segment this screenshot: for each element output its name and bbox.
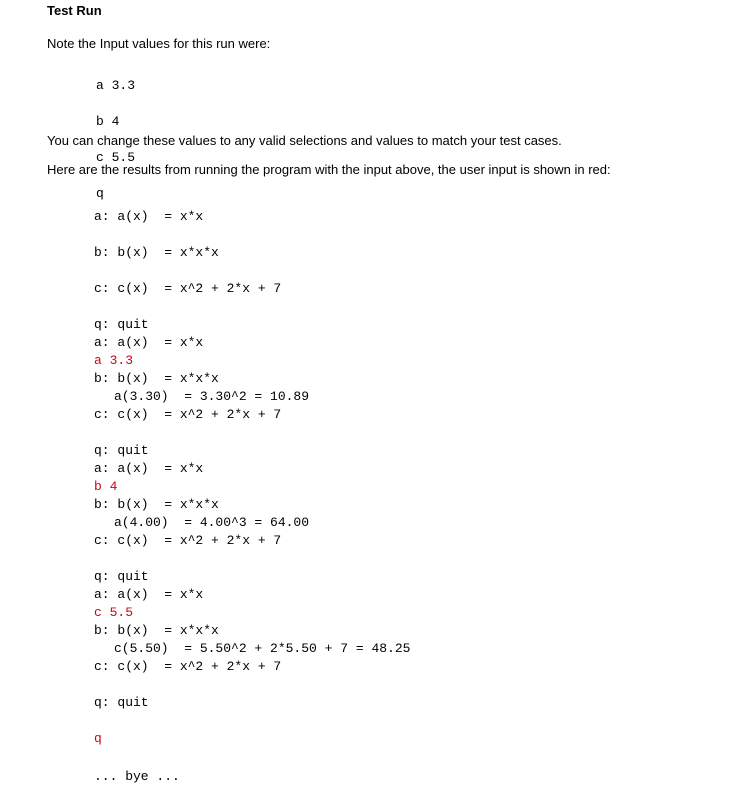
heading: Test Run [47, 3, 102, 18]
menu-line-c: c: c(x) = x^2 + 2*x + 7 [94, 659, 282, 674]
menu-line-q: q: quit [94, 695, 149, 710]
change-note: You can change these values to any valid selections and values to match your test cases. [47, 133, 562, 148]
input-line: a 3.3 [96, 78, 136, 93]
menu-line-a: a: a(x) = x*x [94, 209, 204, 224]
menu-line-q: q: quit [94, 443, 149, 458]
menu-line-b: b: b(x) = x*x*x [94, 623, 219, 638]
result-line: c(5.50) = 5.50^2 + 2*5.50 + 7 = 48.25 [114, 641, 411, 656]
menu-line-a: a: a(x) = x*x [94, 587, 204, 602]
result-line: a(3.30) = 3.30^2 = 10.89 [114, 389, 310, 404]
input-line: q [96, 186, 104, 201]
menu-line-q: q: quit [94, 569, 149, 584]
menu-line-c: c: c(x) = x^2 + 2*x + 7 [94, 407, 282, 422]
menu-line-q: q: quit [94, 317, 149, 332]
menu-line-a: a: a(x) = x*x [94, 461, 204, 476]
menu-line-b: b: b(x) = x*x*x [94, 245, 219, 260]
menu-line-a: a: a(x) = x*x [94, 335, 204, 350]
user-input: a 3.3 [94, 353, 134, 368]
input-line: c 5.5 [96, 150, 136, 165]
input-line: b 4 [96, 114, 120, 129]
results-intro: Here are the results from running the program with the input above, the user input is shown in red: [47, 162, 611, 177]
user-input: c 5.5 [94, 605, 134, 620]
user-input: q [94, 731, 102, 746]
run-block [94, 568, 281, 804]
menu-line-b: b: b(x) = x*x*x [94, 497, 219, 512]
user-input: b 4 [94, 479, 118, 494]
menu-line-c: c: c(x) = x^2 + 2*x + 7 [94, 533, 282, 548]
note-text: Note the Input values for this run were: [47, 36, 271, 51]
menu-line-b: b: b(x) = x*x*x [94, 371, 219, 386]
result-line: a(4.00) = 4.00^3 = 64.00 [114, 515, 310, 530]
menu-line-c: c: c(x) = x^2 + 2*x + 7 [94, 281, 282, 296]
result-line: ... bye ... [94, 769, 180, 784]
